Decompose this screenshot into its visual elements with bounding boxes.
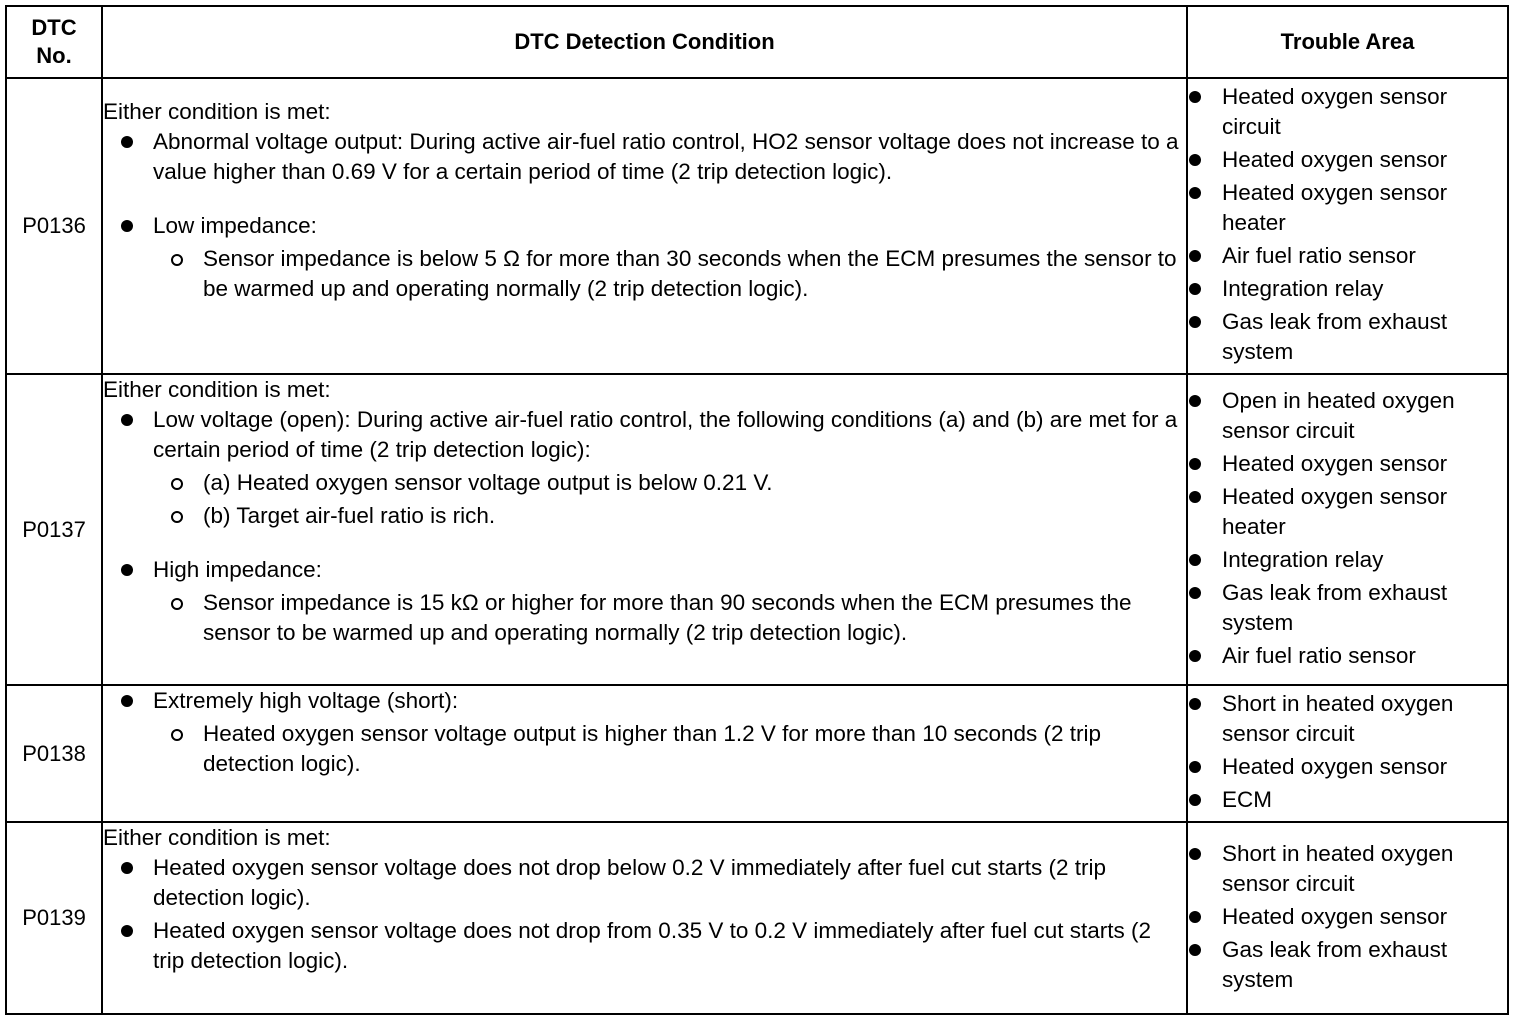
- sub-condition-list: [153, 719, 1186, 779]
- trouble-area-item: Heated oxygen sensor heater: [1222, 482, 1507, 542]
- condition-list: [103, 127, 1186, 304]
- trouble-area: [1187, 374, 1508, 685]
- condition-list: [103, 853, 1186, 976]
- condition-intro: Either condition is met:: [103, 825, 331, 850]
- trouble-area-item: Heated oxygen sensor heater: [1222, 178, 1507, 238]
- detection-condition: [102, 78, 1187, 374]
- table-row: [6, 374, 1508, 685]
- trouble-area: [1187, 822, 1508, 1014]
- detection-condition: [102, 374, 1187, 685]
- detection-condition: [102, 822, 1187, 1014]
- table-row: [6, 822, 1508, 1014]
- trouble-area-item: Air fuel ratio sensor: [1222, 241, 1507, 271]
- table-row: [6, 685, 1508, 822]
- trouble-area-item: Gas leak from exhaust system: [1222, 578, 1507, 638]
- sub-condition-list: [153, 588, 1186, 648]
- trouble-area-item: Heated oxygen sensor: [1222, 902, 1507, 932]
- trouble-area-item: Open in heated oxygen sensor circuit: [1222, 386, 1507, 446]
- trouble-area-item: Heated oxygen sensor: [1222, 752, 1507, 782]
- dtc-code: P0137: [6, 374, 102, 685]
- condition-item: Heated oxygen sensor voltage does not drop from 0.35 V to 0.2 V immediately after fuel cut starts (2 trip detection logic).: [153, 916, 1186, 976]
- trouble-area-item: ECM: [1222, 785, 1507, 815]
- trouble-area-item: Gas leak from exhaust system: [1222, 935, 1507, 995]
- condition-item: Low impedance: Sensor impedance is below 5 Ω for more than 30 seconds when the ECM presumes the sensor to be warmed up and operating normally (2 trip detection logic).: [153, 211, 1186, 304]
- trouble-area-item: Gas leak from exhaust system: [1222, 307, 1507, 367]
- sub-condition-item: (a) Heated oxygen sensor voltage output is below 0.21 V.: [203, 468, 1186, 498]
- header-dtc-no: DTC No.: [6, 6, 102, 78]
- header-row: [6, 6, 1508, 78]
- trouble-area-item: Integration relay: [1222, 274, 1507, 304]
- header-trouble-area: Trouble Area: [1187, 6, 1508, 78]
- trouble-area-item: Short in heated oxygen sensor circuit: [1222, 839, 1507, 899]
- condition-intro: Either condition is met:: [103, 377, 331, 402]
- table-row: [6, 78, 1508, 374]
- sub-condition-list: [153, 468, 1186, 531]
- sub-condition-item: Heated oxygen sensor voltage output is higher than 1.2 V for more than 10 seconds (2 trip detection logic).: [203, 719, 1186, 779]
- condition-item: Abnormal voltage output: During active air-fuel ratio control, HO2 sensor voltage does not increase to a value higher than 0.69 V for a certain period of time (2 trip detection logic).: [153, 127, 1186, 187]
- sub-condition-item: (b) Target air-fuel ratio is rich.: [203, 501, 1186, 531]
- dtc-table: [5, 5, 1509, 1015]
- trouble-area-item: Short in heated oxygen sensor circuit: [1222, 689, 1507, 749]
- trouble-area-item: Air fuel ratio sensor: [1222, 641, 1507, 671]
- condition-item: High impedance: Sensor impedance is 15 kΩ or higher for more than 90 seconds when the ECM presumes the sensor to be warmed up and operating normally (2 trip detection logic).: [153, 555, 1186, 648]
- trouble-area-list: [1188, 386, 1507, 671]
- trouble-area: [1187, 78, 1508, 374]
- trouble-area-item: Heated oxygen sensor: [1222, 449, 1507, 479]
- condition-list: [103, 686, 1186, 779]
- trouble-area-item: Heated oxygen sensor circuit: [1222, 82, 1507, 142]
- condition-item: Heated oxygen sensor voltage does not drop below 0.2 V immediately after fuel cut starts (2 trip detection logic).: [153, 853, 1186, 913]
- condition-intro: Either condition is met:: [103, 99, 331, 124]
- trouble-area: [1187, 685, 1508, 822]
- condition-list: [103, 405, 1186, 648]
- dtc-code: P0139: [6, 822, 102, 1014]
- trouble-area-item: Integration relay: [1222, 545, 1507, 575]
- trouble-area-list: [1188, 82, 1507, 367]
- dtc-code: P0136: [6, 78, 102, 374]
- sub-condition-list: [153, 244, 1186, 304]
- detection-condition: [102, 685, 1187, 822]
- header-detection-condition: DTC Detection Condition: [102, 6, 1187, 78]
- trouble-area-list: [1188, 839, 1507, 995]
- condition-item: Extremely high voltage (short): Heated oxygen sensor voltage output is higher than 1.2 V for more than 10 seconds (2 trip detection logic).: [153, 686, 1186, 779]
- sub-condition-item: Sensor impedance is below 5 Ω for more than 30 seconds when the ECM presumes the sensor to be warmed up and operating normally (2 trip detection logic).: [203, 244, 1186, 304]
- sub-condition-item: Sensor impedance is 15 kΩ or higher for more than 90 seconds when the ECM presumes the sensor to be warmed up and operating normally (2 trip detection logic).: [203, 588, 1186, 648]
- condition-item: Low voltage (open): During active air-fuel ratio control, the following conditions (a) and (b) are met for a certain period of time (2 trip detection logic): (a) Heated oxygen sensor voltage output is below 0.21 V. (b) Target air-fuel ratio is rich.: [153, 405, 1186, 531]
- trouble-area-item: Heated oxygen sensor: [1222, 145, 1507, 175]
- dtc-code: P0138: [6, 685, 102, 822]
- trouble-area-list: [1188, 689, 1507, 815]
